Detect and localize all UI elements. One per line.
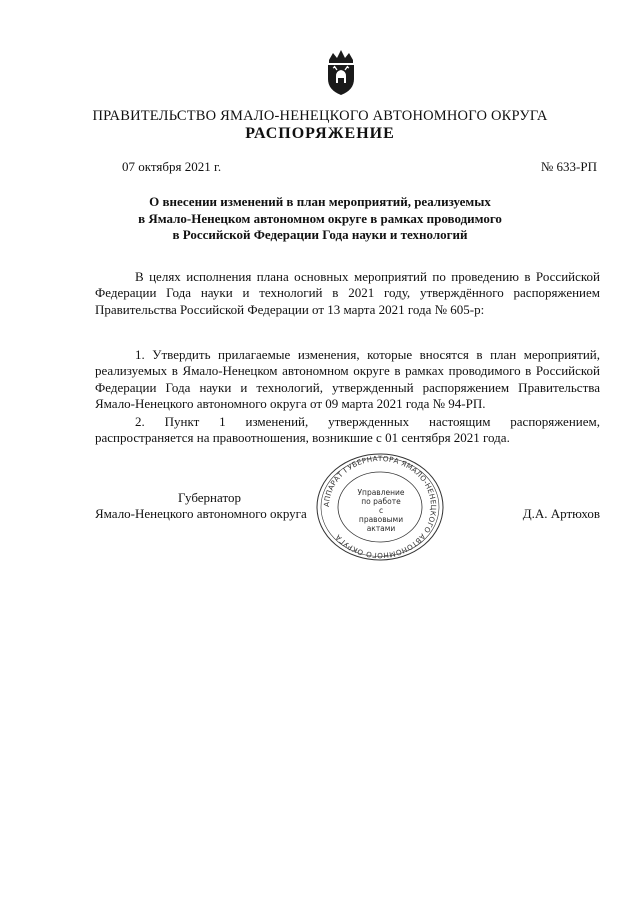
preamble-paragraph: В целях исполнения плана основных мероприятий по проведению в Российской Федерации Года науки и технологий в 2021 году, утверждённого распоряжением Правительства Российской Федерации от 13 марта 2021 года № 605-р:	[95, 269, 600, 317]
stamp-center-line: Управление	[357, 488, 405, 497]
clause-2-paragraph: 2. Пункт 1 изменений, утвержденных настоящим распоряжением, распространяется на правоотношения, возникшие с 01 сентября 2021 года.	[95, 414, 600, 446]
signatory-region: Ямало-Ненецкого автономного округа	[95, 506, 307, 521]
document-date: 07 октября 2021 г.	[122, 159, 222, 174]
stamp-ring-text: АППАРАТ ГУБЕРНАТОРА ЯМАЛО-НЕНЕЦКОГО АВТОНОМНОГО ОКРУГА	[321, 453, 439, 561]
clause-1-paragraph: 1. Утвердить прилагаемые изменения, которые вносятся в план мероприятий, реализуемых в Ямало-Ненецком автономном округе в рамках проводимого в Российской Федерации Года науки и технологий, утвержденный распоряжением Правительства Ямало-Ненецкого автономного округа от 09 марта 2021 года № 94-РП.	[95, 347, 600, 411]
subject-line: в Ямало-Ненецком автономном округе в рамках проводимого	[138, 210, 502, 226]
stamp-center-line: с правовыми	[358, 506, 404, 524]
government-title: ПРАВИТЕЛЬСТВО ЯМАЛО-НЕНЕЦКОГО АВТОНОМНОГО ОКРУГА	[92, 108, 548, 124]
stamp-center-line: актами	[366, 524, 396, 533]
subject-line: О внесении изменений в план мероприятий, реализуемых	[149, 194, 491, 209]
document-type-heading: РАСПОРЯЖЕНИЕ	[245, 125, 395, 142]
stamp-center-text	[356, 488, 406, 533]
stamp-center-line: по работе	[361, 497, 401, 506]
coat-of-arms-emblem	[325, 48, 357, 96]
subject-line: в Российской Федерации Года науки и технологий	[172, 227, 468, 242]
document-subject	[0, 194, 640, 244]
document-number: № 633-РП	[540, 159, 597, 174]
signatory-name: Д.А. Артюхов	[522, 506, 600, 521]
signatory-title: Губернатор	[178, 490, 241, 505]
